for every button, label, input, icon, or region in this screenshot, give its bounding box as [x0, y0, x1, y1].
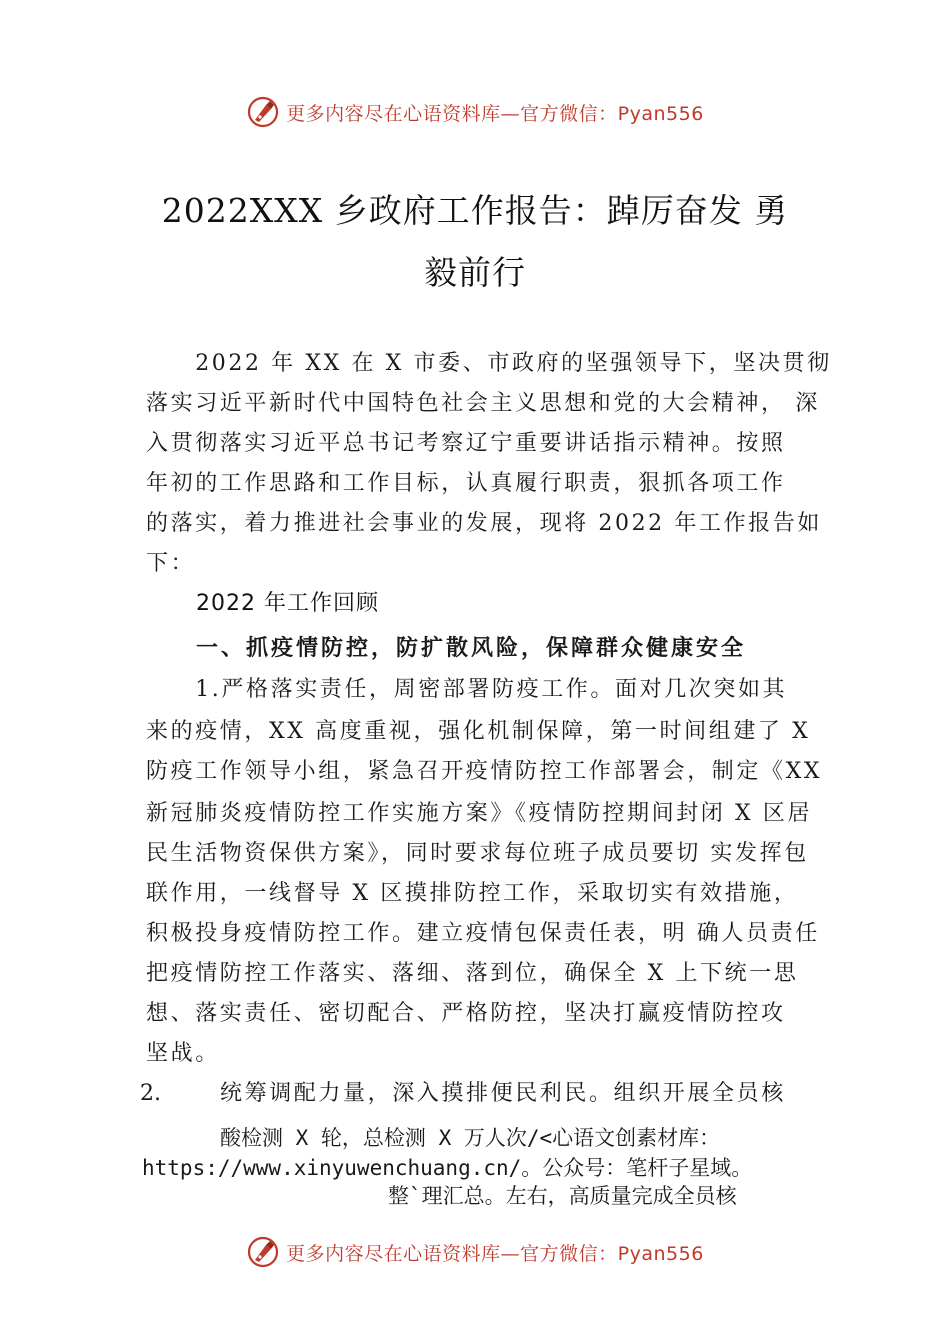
item1-line: 来的疫情，XX 高度重视，强化机制保障，第一时间组建了 X — [146, 719, 811, 744]
header-banner — [0, 92, 950, 132]
item1-line: 民生活物资保供方案》，同时要求每位班子成员要切 实发挥包 — [146, 841, 809, 866]
intro-line: 入贯彻落实习近平总书记考察辽宁重要讲话指示精神。按照 — [146, 431, 786, 456]
intro-line: 年初的工作思路和工作目标，认真履行职责，狠抓各项工作 — [146, 471, 786, 496]
item1-line: 新冠肺炎疫情防控工作实施方案》《疫情防控期间封闭 X 区居 — [146, 801, 813, 826]
banner-wechat-id: Pyan556 — [617, 102, 704, 125]
intro-line: 的落实，着力推进社会事业的发展，现将 2022 年工作报告如 — [146, 511, 822, 536]
item1-line: 想、落实责任、密切配合、严格防控，坚决打赢疫情防控攻 — [146, 1001, 786, 1026]
banner-wechat-id: Pyan556 — [617, 1242, 704, 1265]
item2-line: 酸检测 X 轮，总检测 X 万人次/<心语文创素材库： — [220, 1126, 721, 1150]
item1-line: 积极投身疫情防控工作。建立疫情包保责任表，明 确人员责任 — [146, 921, 820, 946]
item2-number: 2. — [140, 1081, 161, 1106]
intro-line: 2022 年 XX 在 X 市委、市政府的坚强领导下，坚决贯彻 — [146, 351, 832, 376]
banner-text: 更多内容尽在心语资料库—官方微信：Pyan556 — [286, 102, 704, 125]
pen-nib-logo-icon — [246, 95, 280, 129]
item1-line: 防疫工作领导小组，紧急召开疫情防控工作部署会，制定《XX — [146, 759, 823, 784]
item1-line: 联作用，一线督导 X 区摸排防控工作，采取切实有效措施， — [146, 881, 799, 906]
subsection-heading: 一、抓疫情防控，防扩散风险，保障群众健康安全 — [196, 635, 747, 661]
document-title-line-1: 2022XXX 乡政府工作报告：踔厉奋发 勇 — [161, 191, 789, 230]
document-title-line-2: 毅前行 — [424, 253, 526, 292]
item2-line: 统筹调配力量，深入摸排便民利民。组织开展全员核 — [220, 1081, 786, 1106]
footer-banner — [0, 1232, 950, 1272]
intro-line: 下： — [146, 551, 196, 576]
item1-line: 把疫情防控工作落实、落细、落到位，确保全 X 上下统一思 — [146, 961, 799, 986]
banner-text: 更多内容尽在心语资料库—官方微信：Pyan556 — [286, 1242, 704, 1265]
section-heading: 2022 年工作回顾 — [196, 591, 379, 616]
item1-line: 1.严格落实责任，周密部署防疫工作。面对几次突如其 — [146, 677, 788, 702]
item2-source-link: https://www.xinyuwenchuang.cn/。公众号：笔杆子星域。 — [142, 1156, 753, 1180]
item2-line: 整`理汇总。左右，高质量完成全员核 — [388, 1184, 737, 1208]
intro-line: 落实习近平新时代中国特色社会主义思想和党的大会精神， 深 — [146, 391, 820, 416]
item1-line: 坚战。 — [146, 1041, 220, 1066]
pen-nib-logo-icon — [246, 1235, 280, 1269]
